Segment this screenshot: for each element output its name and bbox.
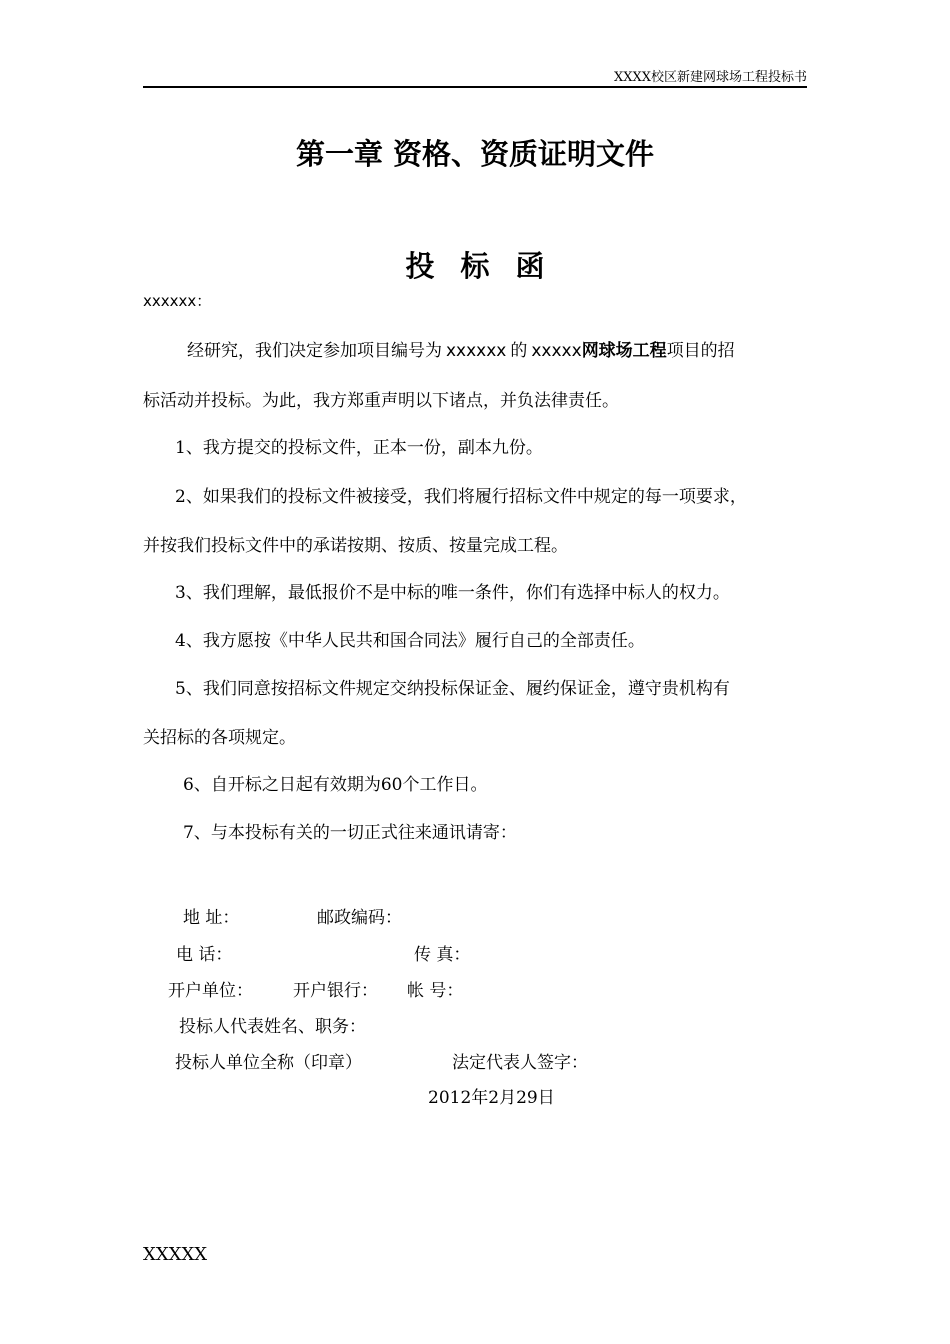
item-4: 4、我方愿按《中华人民共和国合同法》履行自己的全部责任。	[175, 631, 645, 651]
intro-line-2: 标活动并投标。为此，我方郑重声明以下诸点，并负法律责任。	[143, 391, 619, 411]
letter-title: 投标函	[405, 249, 571, 283]
item-2-line-2: 并按我们投标文件中的承诺按期、按质、按量完成工程。	[143, 536, 568, 556]
item-6: 6、自开标之日起有效期为60个工作日。	[183, 775, 488, 795]
header-divider	[143, 86, 807, 88]
bidder-full-name-label: 投标人单位全称（印章）	[175, 1053, 362, 1073]
chapter-title: 第一章 资格、资质证明文件	[295, 137, 655, 171]
page-footer: XXXXX	[143, 1244, 208, 1265]
postcode-label: 邮政编码：	[317, 908, 402, 928]
representative-label: 投标人代表姓名、职务：	[179, 1017, 366, 1037]
item-1: 1、我方提交的投标文件，正本一份，副本九份。	[175, 438, 543, 458]
fax-label: 传 真：	[414, 945, 471, 965]
bank-label: 开户银行：	[293, 981, 378, 1001]
item-2-line-1: 2、如果我们的投标文件被接受，我们将履行招标文件中规定的每一项要求，	[175, 487, 747, 507]
account-number-label: 帐 号：	[407, 981, 464, 1001]
address-label: 地 址：	[183, 908, 240, 928]
intro-line-1: 经研究，我们决定参加项目编号为 xxxxxx 的 xxxxx网球场工程项目的招	[187, 341, 735, 361]
item-5-line-1: 5、我们同意按招标文件规定交纳投标保证金、履约保证金，遵守贵机构有	[175, 679, 730, 699]
legal-rep-signature-label: 法定代表人签字：	[452, 1053, 588, 1073]
salutation: xxxxxx：	[143, 292, 212, 310]
phone-label: 电 话：	[176, 945, 233, 965]
item-5-line-2: 关招标的各项规定。	[143, 728, 296, 748]
date: 2012年2月29日	[428, 1088, 555, 1108]
item-7: 7、与本投标有关的一切正式往来通讯请寄：	[183, 823, 517, 843]
account-unit-label: 开户单位：	[168, 981, 253, 1001]
item-3: 3、我们理解，最低报价不是中标的唯一条件，你们有选择中标人的权力。	[175, 583, 730, 603]
page-header: XXXX校区新建网球场工程投标书	[613, 70, 807, 85]
